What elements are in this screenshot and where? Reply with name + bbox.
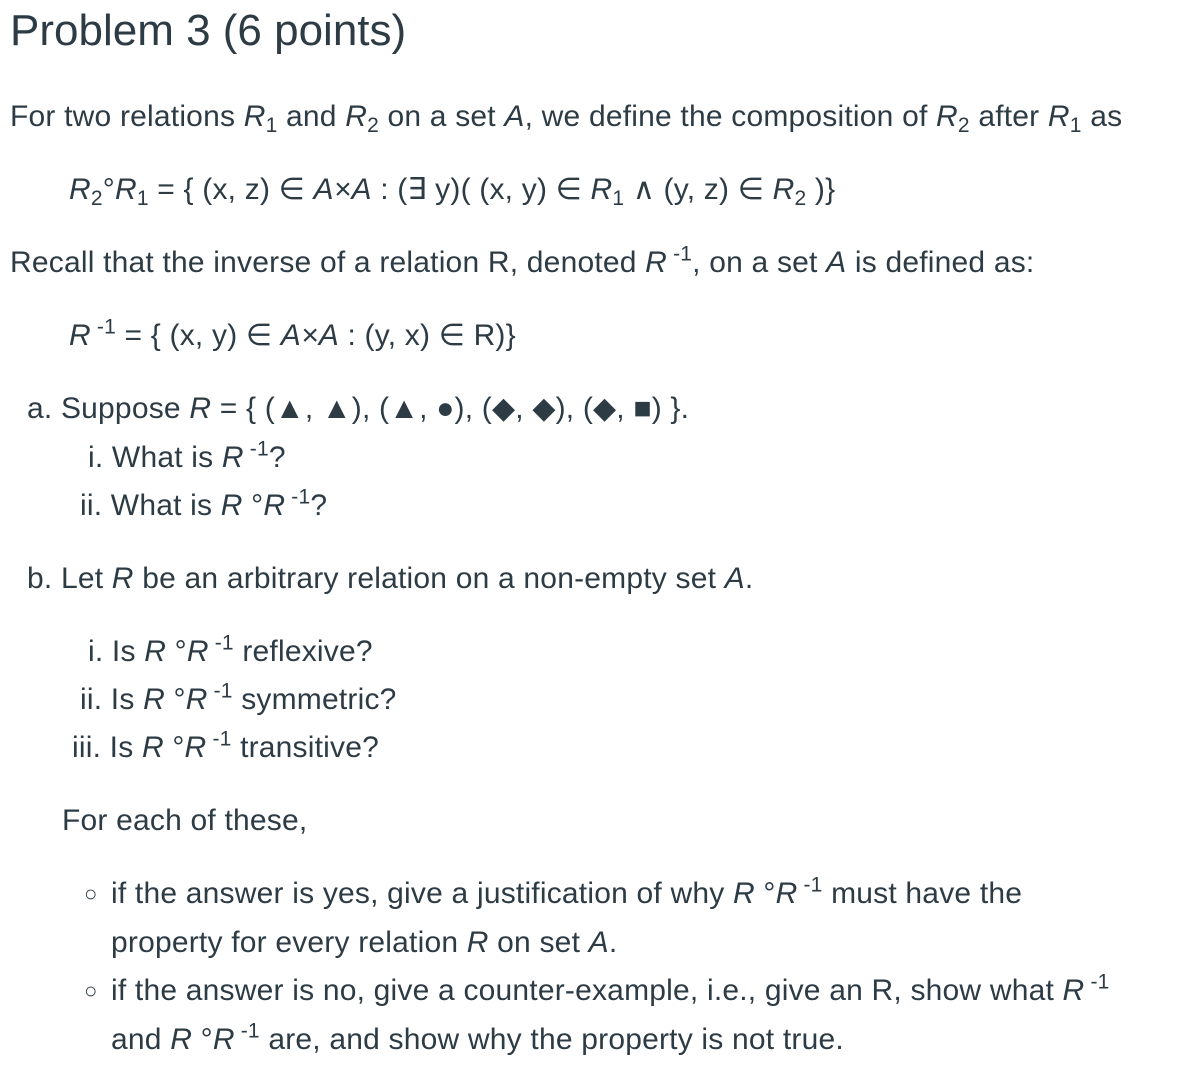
part-b-question-iii: iii. Is R °R $^{-1}$ transitive?	[72, 727, 379, 764]
bullet-no-line-2: and R °R $^{-1}$ are, and show why the property is not true.	[111, 1019, 844, 1056]
for-each-intro: For each of these,	[62, 804, 308, 837]
inverse-recall: Recall that the inverse of a relation R, denoted R $^{-1}$, on a set A is defined as:	[10, 242, 1035, 279]
part-a-question-i: i. What is R $^{-1}$?	[88, 437, 286, 474]
bullet-circle-icon: ○	[84, 978, 98, 1003]
part-a-statement: a. Suppose R = { (▲, ▲), (▲, ●), (◆, ◆), (◆, ■) }.	[27, 392, 690, 425]
inverse-definition: R $^{-1}$ = { (x, y) ∈ A×A : (y, x) ∈ R)}	[69, 315, 516, 352]
bullet-yes-line-1: if the answer is yes, give a justification of why R °R $^{-1}$ must have the	[111, 873, 1023, 910]
part-b-question-ii: ii. Is R °R $^{-1}$ symmetric?	[80, 679, 397, 716]
bullet-yes-line-2: property for every relation R on set A.	[111, 926, 618, 959]
part-b-statement: b. Let R be an arbitrary relation on a non-empty set A.	[27, 562, 754, 595]
part-b-question-i: i. Is R °R $^{-1}$ reflexive?	[88, 631, 373, 668]
bullet-no-line-1: if the answer is no, give a counter-example, i.e., give an R, show what R $^{-1}$	[111, 970, 1110, 1007]
composition-definition: $R_2^\circ R_1$ = { (x, z) ∈ A×A : (∃ y)( (x, y) ∈ $R_1$ ∧ (y, z) ∈ $R_2$ )}	[69, 173, 836, 210]
bullet-circle-icon: ○	[84, 881, 98, 906]
intro-paragraph: For two relations $R_1$ and $R_2$ on a set A, we define the composition of $R_2$ after $R_1$ as	[10, 100, 1123, 137]
problem-title: Problem 3 (6 points)	[10, 6, 407, 55]
part-a-question-ii: ii. What is R °R $^{-1}$?	[80, 485, 328, 522]
